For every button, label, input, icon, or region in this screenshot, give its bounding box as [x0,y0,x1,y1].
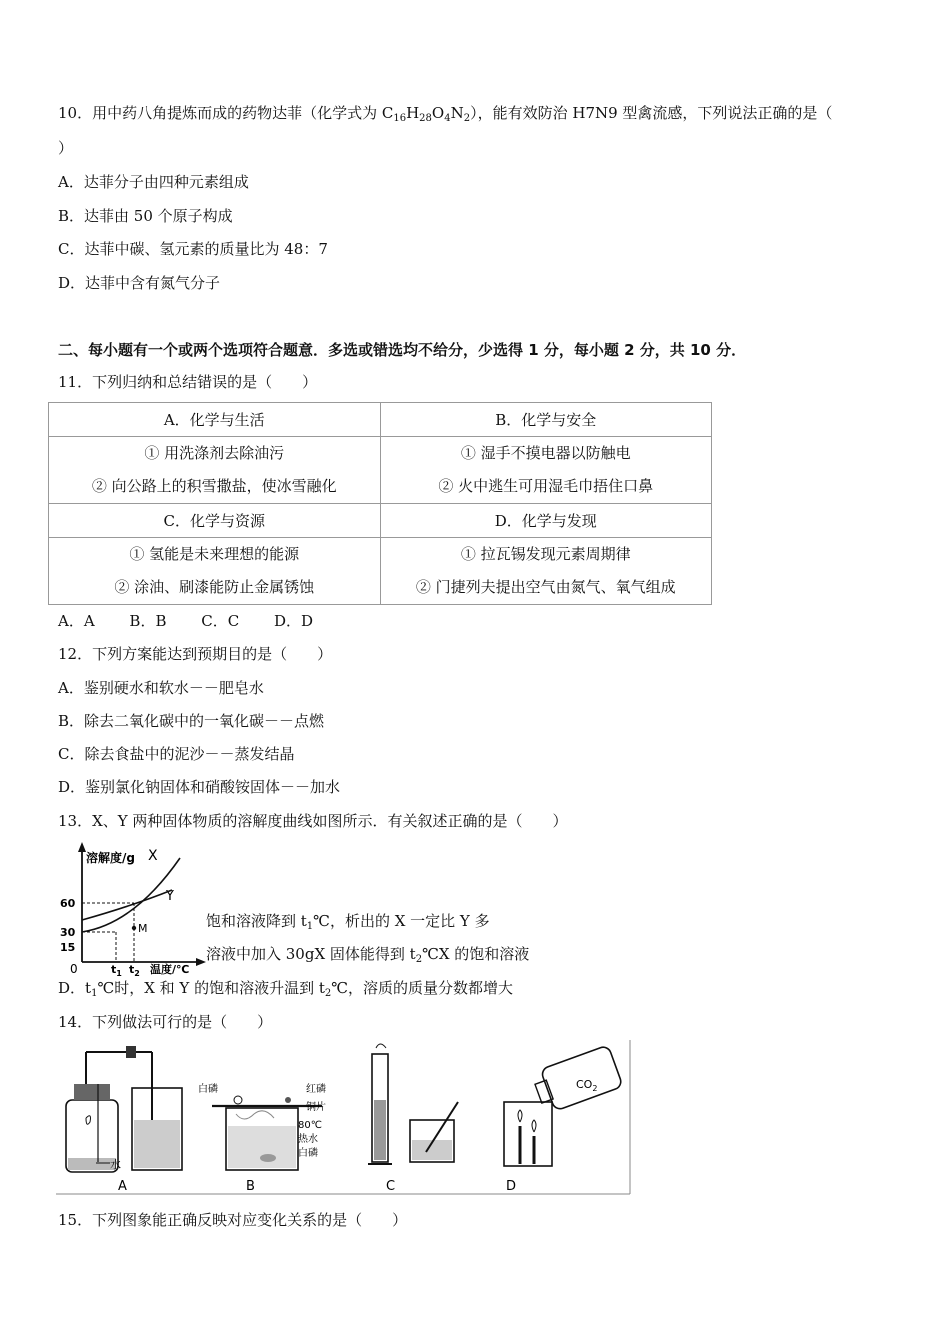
label-hot-water: 热水 [298,1134,318,1145]
cell-b-body [380,437,712,504]
label-d: D [506,1179,517,1194]
cell-d-item-1: ① 拉瓦锡发现元素周期律 [460,545,631,563]
q11-table [48,402,712,605]
cell-c-title: C．化学与资源 [49,504,381,538]
apparatus-a [66,1046,182,1194]
label-c: C [386,1179,396,1194]
cell-a-item-1: ① 用洗涤剂去除油污 [144,444,285,462]
series-x-label: X [148,848,158,864]
label-co2: $CO_2$ [576,1078,598,1093]
q11-stem: 11．下列归纳和总结错误的是（ ） [58,373,318,391]
tick-15: 15 [60,941,76,954]
apparatus-c [368,1044,458,1194]
label-b: B [246,1179,255,1194]
cell-a-body [49,437,381,504]
cell-d-item-2: ② 门捷列夫提出空气由氮气、氧气组成 [415,578,676,596]
q12-option-b: B．除去二氧化碳中的一氧化碳－－点燃 [58,712,325,730]
cell-c-body [49,538,381,605]
tick-60: 60 [60,897,76,910]
label-water: 水 [110,1158,121,1171]
q14-stem: 14．下列做法可行的是（ ） [58,1013,273,1031]
q11-answers: A．A B．B C．C D．D [58,612,314,630]
label-a: A [118,1179,127,1194]
q10-stem: 10．用中药八角提炼而成的药物达菲（化学式为 $C_{16}H_{28}O_4N_2$），能有效防治 H7N9 型禽流感，下列说法正确的是（ [58,104,833,124]
tick-t1: $t_1$ [111,963,122,976]
apparatus-b [198,1082,326,1194]
cell-c-item-1: ① 氢能是未来理想的能源 [129,545,300,563]
graph-xlabel: 温度/℃ [150,963,190,976]
graph-ylabel: 溶解度/g [86,851,135,865]
q15-stem: 15．下列图象能正确反映对应变化关系的是（ ） [58,1211,408,1229]
q10-option-a: A．达菲分子由四种元素组成 [58,173,249,191]
point-m [132,926,136,930]
q13-option-b: 饱和溶液降到 $t_1℃$，析出的 X 一定比 Y 多 [206,912,490,932]
series-y-label: Y [166,889,174,904]
q13-option-c: 溶液中加入 30gX 固体能得到 $t_2℃X$ 的饱和溶液 [206,945,530,965]
q10-option-b: B．达菲由 50 个原子构成 [58,207,233,225]
q12-stem: 12．下列方案能达到预期目的是（ ） [58,645,333,663]
point-m-label: M [138,922,148,935]
solubility-graph [56,840,208,976]
label-temperature: 80℃ [298,1120,322,1131]
cell-a-title: A．化学与生活 [49,403,381,437]
tick-t2: $t_2$ [129,963,140,976]
cell-d-title: D．化学与发现 [380,504,712,538]
q10-option-d: D．达菲中含有氮气分子 [58,274,221,292]
q13-stem: 13．X、Y 两种固体物质的溶解度曲线如图所示．有关叙述正确的是（ ） [58,812,568,830]
q10-stem-continuation: ） [58,139,74,157]
q12-option-c: C．除去食盐中的泥沙－－蒸发结晶 [58,745,295,763]
cell-d-body [380,538,712,605]
cell-b-item-1: ① 湿手不摸电器以防触电 [460,444,631,462]
tick-30: 30 [60,926,76,939]
cell-b-title: B．化学与安全 [380,403,712,437]
label-red-phosphorus: 红磷 [306,1084,326,1095]
cell-c-item-2: ② 涂油、刷漆能防止金属锈蚀 [114,578,315,596]
q12-option-a: A．鉴别硬水和软水－－肥皂水 [58,679,264,697]
q13-option-d: D．$t_1℃$时，X 和 Y 的饱和溶液升温到 $t_2℃$，溶质的质量分数都增大 [58,979,514,999]
label-copper: 铜片 [306,1102,326,1113]
label-white-phosphorus: 白磷 [198,1084,218,1095]
origin-label: 0 [70,962,78,976]
section-heading: 二、每小题有一个或两个选项符合题意．多选或错选均不给分，少选得 1 分，每小题 2 分，共 10 分． [58,341,747,359]
cell-b-item-2: ② 火中逃生可用湿毛巾捂住口鼻 [438,477,654,495]
apparatus-d [504,1045,623,1194]
apparatus-figure [56,1040,632,1196]
q10-option-c: C．达菲中碳、氢元素的质量比为 48：7 [58,240,328,258]
q12-option-d: D．鉴别氯化钠固体和硝酸铵固体－－加水 [58,778,341,796]
cell-a-item-2: ② 向公路上的积雪撒盐，使冰雪融化 [91,477,337,495]
curve-y [82,890,172,920]
label-white-phosphorus-2: 白磷 [298,1148,318,1159]
